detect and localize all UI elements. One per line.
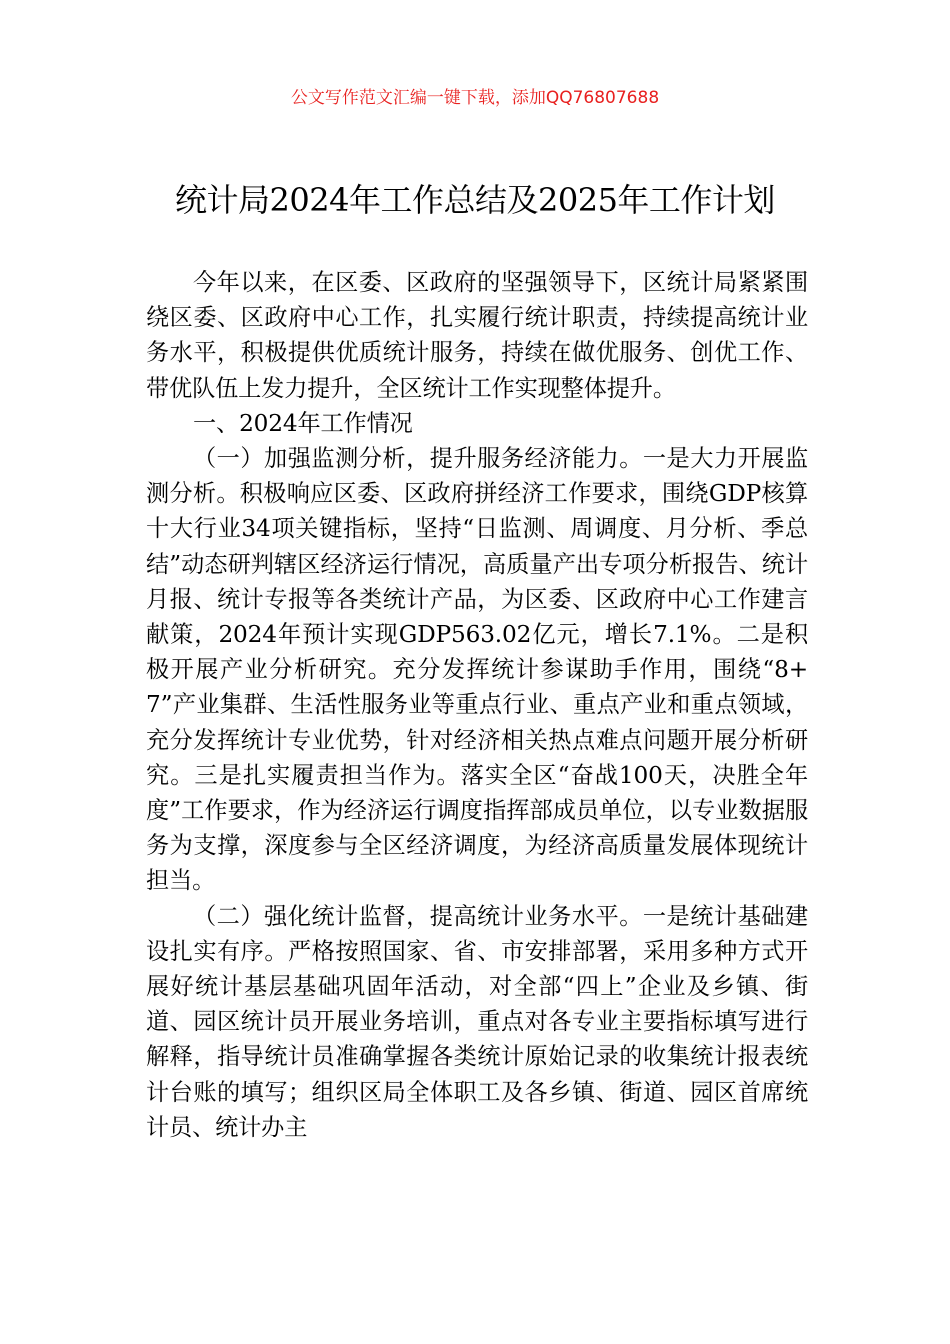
document-title: 统计局2024年工作总结及2025年工作计划 bbox=[175, 181, 775, 219]
section-heading: 一、2024年工作情况 bbox=[193, 409, 413, 437]
download-promo-link[interactable]: 公文写作范文汇编一键下载，添加QQ76807688 bbox=[290, 88, 660, 108]
body-paragraph: （二）强化统计监督，提高统计业务水平。一是统计基础建设扎实有序。严格按照国家、省、市安排部署，采用多种方式开展好统计基层基础巩固年活动，对全部“四上”企业及乡镇、街道、园区统计员开展业务培训，重点对各专业主要指标填写进行解释，指导统计员准确掌握各类统计原始记录的收集统计报表统计台账的填写；组织区局全体职工及各乡镇、街道、园区首席统计员、统计办主 bbox=[146, 902, 808, 1141]
body-paragraph: （一）加强监测分析，提升服务经济能力。一是大力开展监测分析。积极响应区委、区政府拼经济工作要求，围绕GDP核算十大行业34项关键指标，坚持“日监测、周调度、月分析、季总结”动态研判辖区经济运行情况，高质量产出专项分析报告、统计月报、统计专报等各类统计产品，为区委、区政府中心工作建言献策，2024年预计实现GDP563.02亿元，增长7.1%。二是积极开展产业分析研究。充分发挥统计参谋助手作用，围绕“8+7”产业集群、生活性服务业等重点行业、重点产业和重点领域，充分发挥统计专业优势，针对经济相关热点难点问题开展分析研究。三是扎实履责担当作为。落实全区“奋战100天，决胜全年度”工作要求，作为经济运行调度指挥部成员单位，以专业数据服务为支撑，深度参与全区经济调度，为经济高质量发展体现统计担当。 bbox=[146, 445, 808, 895]
document-body bbox=[146, 265, 808, 1145]
intro-paragraph: 今年以来，在区委、区政府的坚强领导下，区统计局紧紧围绕区委、区政府中心工作，扎实履行统计职责，持续提高统计业务水平，积极提供优质统计服务，持续在做优服务、创优工作、带优队伍上发力提升，全区统计工作实现整体提升。 bbox=[146, 269, 808, 402]
